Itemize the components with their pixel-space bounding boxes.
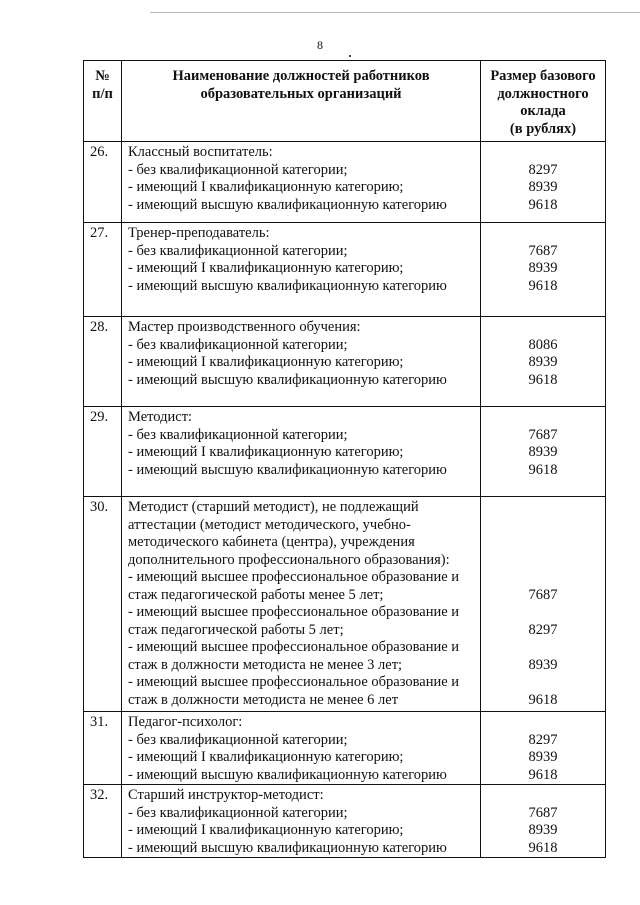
- position-text-line: - имеющий I квалификационную категорию;: [128, 749, 404, 765]
- salary-table: [83, 60, 606, 858]
- position-name-cell: [122, 785, 481, 858]
- salary-value: 9618: [528, 839, 558, 856]
- row-number: 32.: [84, 785, 122, 858]
- position-text-line: - имеющий высшую квалификационную категорию: [128, 196, 447, 213]
- salary-value: 8939: [528, 656, 558, 673]
- salary-value: 8939: [528, 749, 558, 765]
- position-text-line: Классный воспитатель:: [128, 144, 273, 160]
- position-name-cell: [122, 142, 481, 223]
- salary-cell: [481, 712, 606, 785]
- salary-spacer: [481, 787, 605, 805]
- position-text-line: методического кабинета (центра), учреждения: [128, 534, 415, 550]
- position-text-line: Педагог-психолог:: [128, 714, 243, 730]
- position-name-cell: [122, 712, 481, 785]
- salary-cell: [481, 407, 606, 497]
- table-row: [84, 712, 606, 785]
- salary-spacer: [481, 499, 605, 517]
- table-body: [84, 142, 606, 858]
- salary-cell: [481, 497, 606, 712]
- salary-cell: [481, 317, 606, 407]
- salary-spacer: [481, 552, 605, 570]
- position-name-cell: [122, 497, 481, 712]
- salary-value: 9618: [528, 371, 558, 388]
- salary-value: 7687: [528, 426, 558, 443]
- position-text-line: Методист:: [128, 409, 193, 425]
- header-name-line: образовательных организаций: [200, 85, 402, 102]
- position-text-line: - имеющий высшее профессиональное образование и: [128, 569, 460, 585]
- position-text-line: - имеющий высшую квалификационную категорию: [128, 371, 447, 388]
- salary-spacer: [481, 714, 605, 732]
- position-text-line: Тренер-преподаватель:: [128, 225, 270, 241]
- table-row: [84, 785, 606, 858]
- position-text-line: аттестации (методист методического, учебно-: [128, 516, 411, 533]
- table-row: [84, 223, 606, 317]
- table-row: [84, 317, 606, 407]
- salary-value: 7687: [528, 586, 558, 603]
- salary-spacer: [481, 639, 605, 657]
- position-text-line: стаж в должности методиста не менее 6 лет: [128, 691, 399, 708]
- position-text-line: - имеющий I квалификационную категорию;: [128, 354, 404, 370]
- position-text-line: - без квалификационной категории;: [128, 804, 348, 821]
- salary-spacer: [481, 319, 605, 337]
- salary-value: 7687: [528, 804, 558, 821]
- header-salary-line: оклада: [520, 103, 566, 119]
- salary-cell: [481, 142, 606, 223]
- position-text-line: - без квалификационной категории;: [128, 731, 348, 748]
- salary-spacer: [481, 409, 605, 427]
- salary-spacer: [481, 225, 605, 243]
- salary-value: 8939: [528, 444, 558, 460]
- position-text-line: - имеющий высшую квалификационную категорию: [128, 461, 447, 478]
- position-name-cell: [122, 223, 481, 317]
- position-text-line: Методист (старший методист), не подлежащий: [128, 499, 419, 515]
- header-name-line: Наименование должностей работников: [172, 68, 430, 84]
- position-text-line: - имеющий высшее профессиональное образование и: [128, 674, 460, 690]
- table-header-row: [84, 61, 606, 142]
- position-text-line: стаж в должности методиста не менее 3 лет;: [128, 656, 403, 673]
- table-row: [84, 142, 606, 223]
- salary-value: 9618: [528, 766, 558, 783]
- position-text-line: - имеющий I квалификационную категорию;: [128, 444, 404, 460]
- salary-value: 9618: [528, 691, 558, 708]
- position-text-line: - без квалификационной категории;: [128, 242, 348, 259]
- row-number: 28.: [84, 317, 122, 407]
- header-num-line: №: [95, 68, 110, 84]
- salary-value: 8297: [528, 621, 558, 638]
- position-text-line: - имеющий высшее профессиональное образование и: [128, 604, 460, 620]
- salary-value: 8939: [528, 822, 558, 838]
- position-text-line: - имеющий высшую квалификационную категорию: [128, 766, 447, 783]
- position-text-line: - имеющий высшую квалификационную категорию: [128, 839, 447, 856]
- row-number: 27.: [84, 223, 122, 317]
- salary-value: 8939: [528, 260, 558, 276]
- header-salary-line: Размер базового: [490, 68, 596, 84]
- header-salary: [481, 61, 606, 142]
- header-num-line: п/п: [92, 85, 113, 102]
- salary-value: 8939: [528, 179, 558, 195]
- scan-edge-line: [150, 12, 640, 13]
- position-text-line: - имеющий I квалификационную категорию;: [128, 179, 404, 195]
- salary-value: 8939: [528, 354, 558, 370]
- salary-cell: [481, 785, 606, 858]
- table-row: [84, 497, 606, 712]
- salary-value: 9618: [528, 277, 558, 294]
- position-name-cell: [122, 317, 481, 407]
- header-name: [122, 61, 481, 142]
- salary-value: 8297: [528, 161, 558, 178]
- salary-value: 8086: [528, 336, 558, 353]
- header-salary-line: должностного: [497, 85, 589, 102]
- scan-dot: [349, 55, 351, 57]
- salary-spacer: [481, 517, 605, 535]
- salary-cell: [481, 223, 606, 317]
- position-text-line: - без квалификационной категории;: [128, 161, 348, 178]
- position-text-line: - имеющий I квалификационную категорию;: [128, 822, 404, 838]
- position-text-line: - имеющий I квалификационную категорию;: [128, 260, 404, 276]
- salary-spacer: [481, 534, 605, 552]
- position-name-cell: [122, 407, 481, 497]
- position-text-line: дополнительного профессионального образования):: [128, 551, 450, 568]
- row-number: 29.: [84, 407, 122, 497]
- header-salary-line: (в рублях): [509, 120, 577, 137]
- salary-value: 8297: [528, 731, 558, 748]
- salary-spacer: [481, 569, 605, 587]
- position-text-line: - без квалификационной категории;: [128, 336, 348, 353]
- salary-spacer: [481, 144, 605, 162]
- row-number: 26.: [84, 142, 122, 223]
- header-num: [84, 61, 122, 142]
- row-number: 30.: [84, 497, 122, 712]
- salary-value: 9618: [528, 461, 558, 478]
- row-number: 31.: [84, 712, 122, 785]
- salary-spacer: [481, 604, 605, 622]
- table-row: [84, 407, 606, 497]
- position-text-line: Мастер производственного обучения:: [128, 319, 361, 335]
- salary-value: 7687: [528, 242, 558, 259]
- position-text-line: - имеющий высшую квалификационную категорию: [128, 277, 447, 294]
- page-number: 8: [317, 38, 323, 52]
- position-text-line: - имеющий высшее профессиональное образование и: [128, 639, 460, 655]
- salary-value: 9618: [528, 196, 558, 213]
- position-text-line: - без квалификационной категории;: [128, 426, 348, 443]
- salary-spacer: [481, 674, 605, 692]
- position-text-line: стаж педагогической работы менее 5 лет;: [128, 586, 384, 603]
- position-text-line: стаж педагогической работы 5 лет;: [128, 621, 344, 638]
- position-text-line: Старший инструктор-методист:: [128, 787, 324, 803]
